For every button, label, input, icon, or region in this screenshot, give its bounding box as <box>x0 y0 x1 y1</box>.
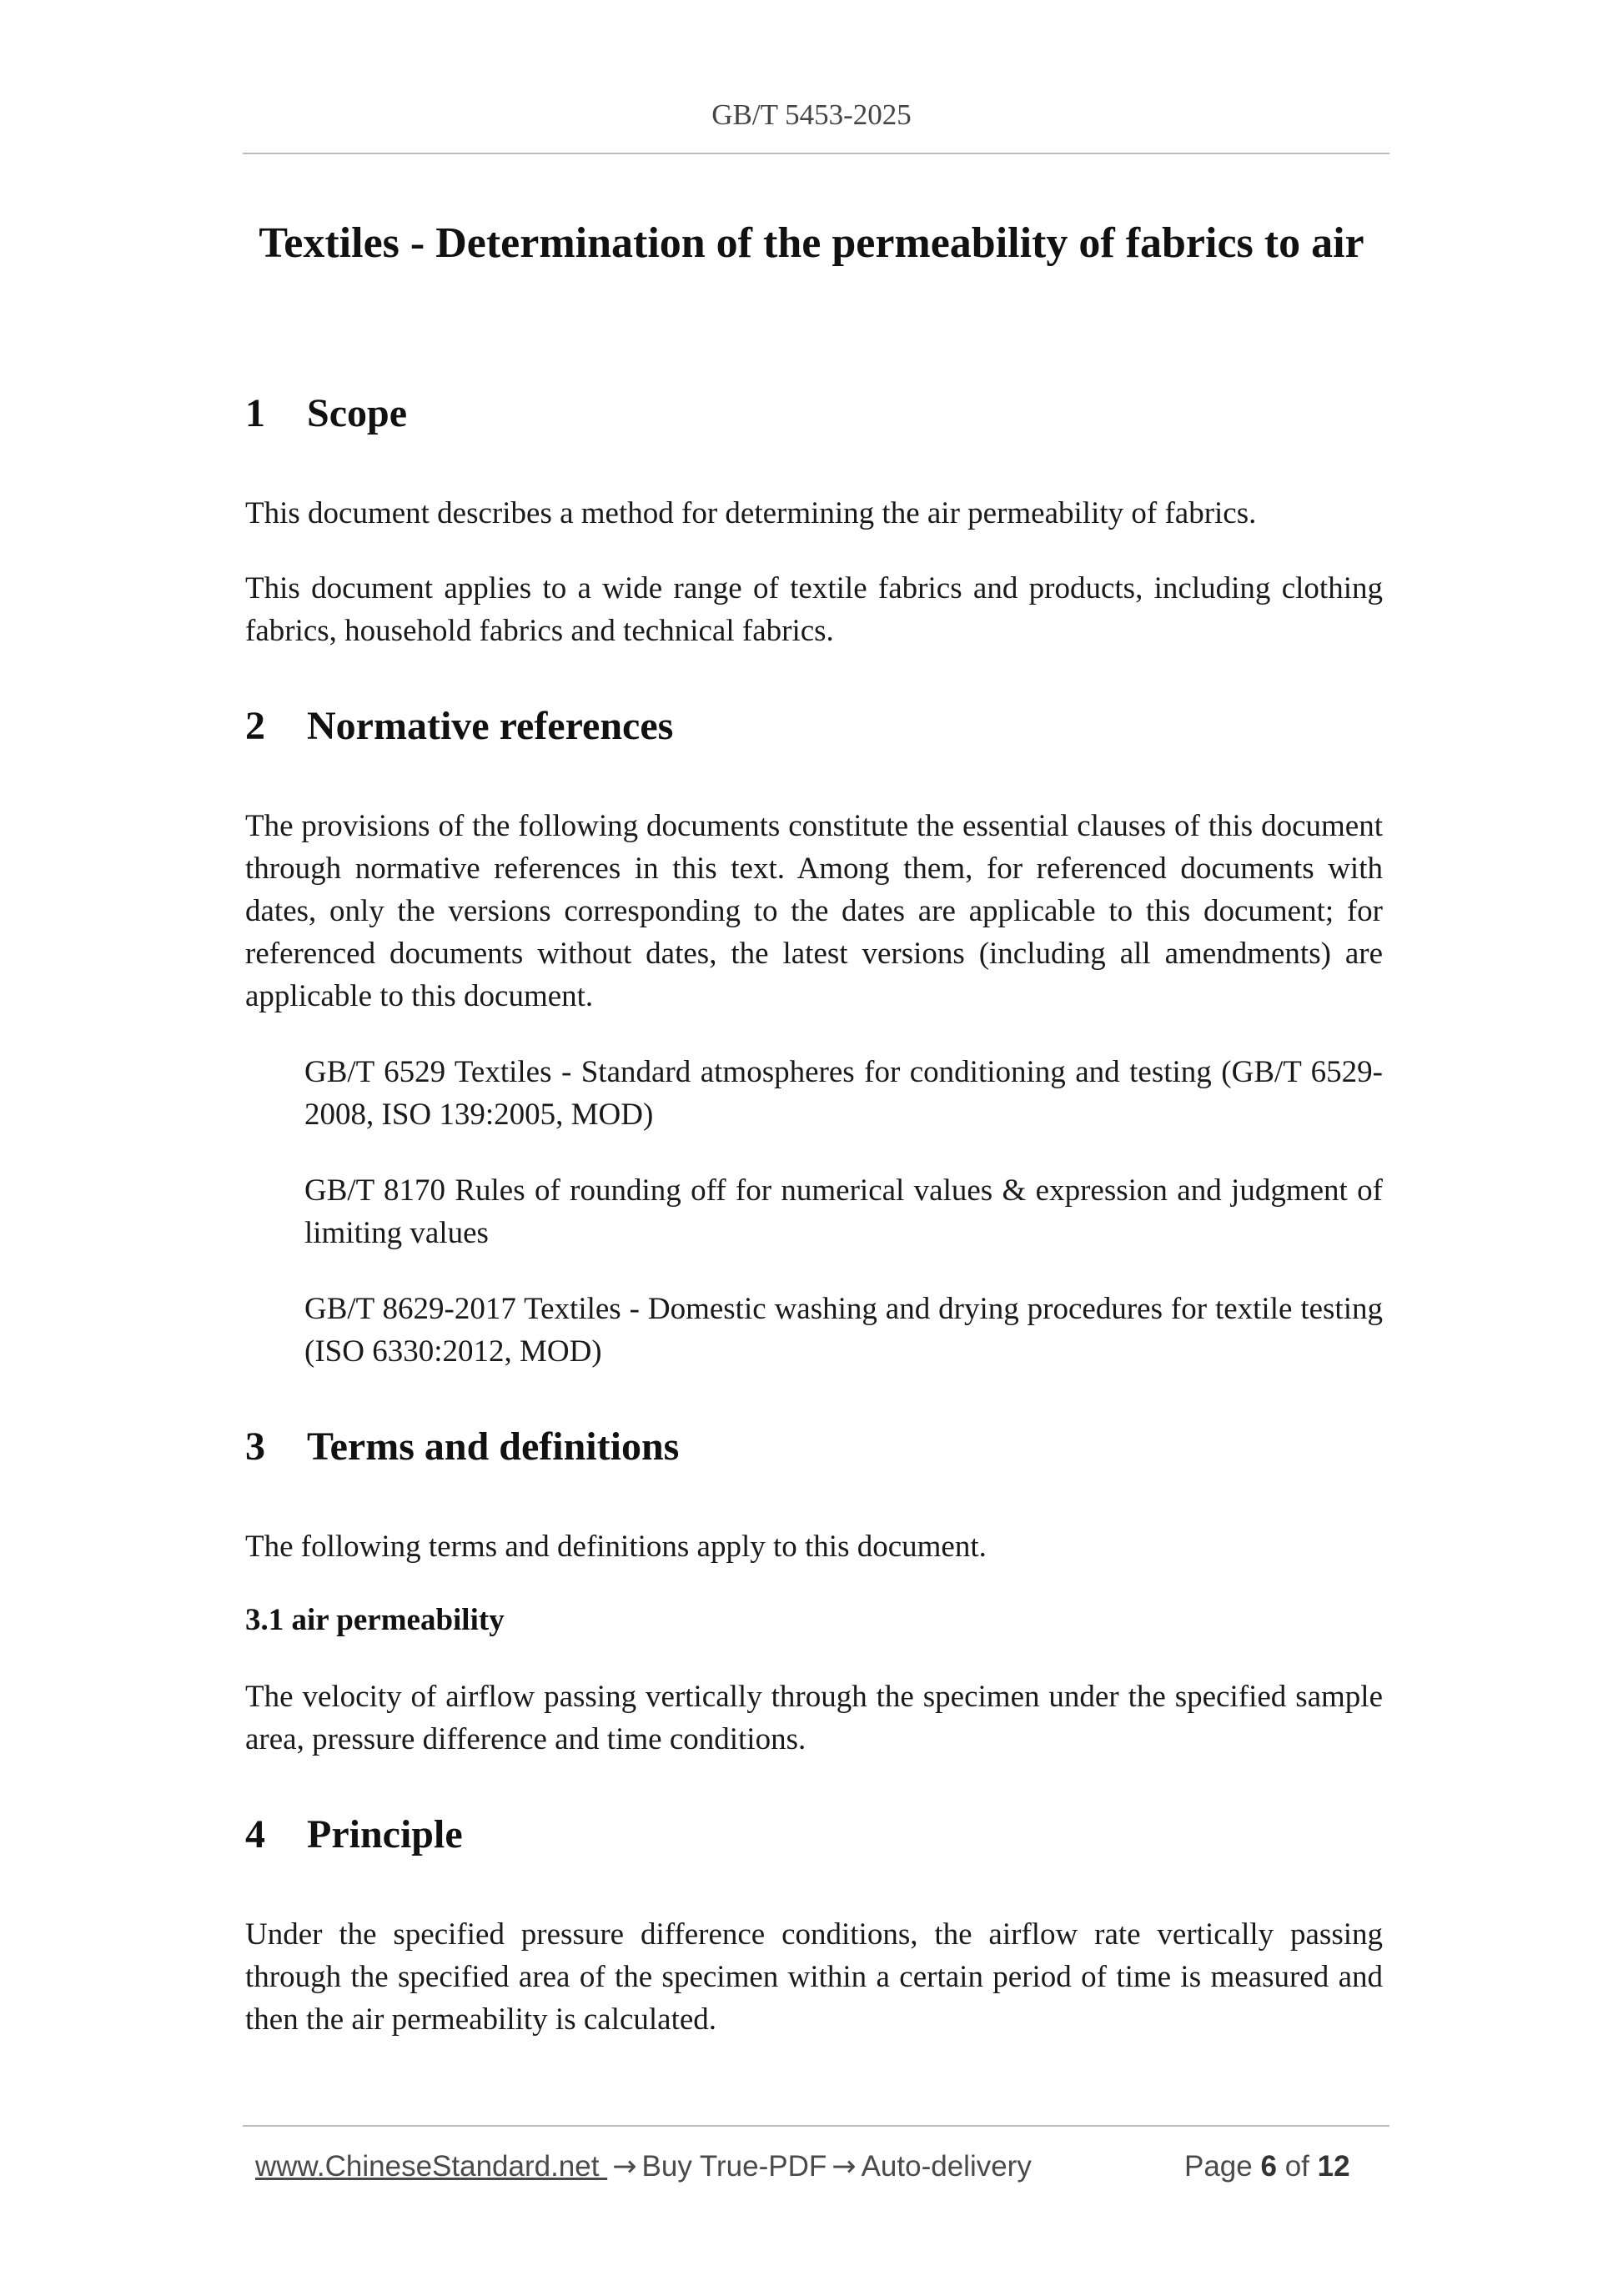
page-of-label: of <box>1284 2150 1309 2183</box>
section-title: Scope <box>307 391 407 435</box>
scope-paragraph-1: This document describes a method for determining the air permeability of fabrics. <box>245 496 1257 530</box>
document-title: Textiles - Determination of the permeability of fabrics to air <box>259 219 1364 267</box>
page-indicator <box>1184 2150 1350 2183</box>
page-current: 6 <box>1260 2150 1277 2183</box>
auto-delivery-text: Auto-delivery <box>861 2150 1032 2183</box>
normative-references-paragraph: The provisions of the following documents constitute the essential clauses of this document through normative references in this text. Among them, for referenced documents with dates, only the versions corresponding to the dates are applicable to this document; for referenced documents without dates, the latest versions (including all amendments) are applicable to this document. <box>245 809 1383 1013</box>
principle-paragraph: Under the specified pressure difference conditions, the airflow rate vertically passing through the specified area of the specimen within a certain period of time is measured and then the air permeability is calculated. <box>245 1917 1383 2037</box>
header-document-code: GB/T 5453-2025 <box>711 98 912 131</box>
section-title: Normative references <box>307 704 674 748</box>
section-3-heading <box>245 1424 679 1470</box>
footer-links <box>255 2150 1032 2183</box>
footer-divider <box>243 2125 1389 2127</box>
scope-paragraph-2: This document applies to a wide range of textile fabrics and products, including clothing fabrics, household fabrics and technical fabrics. <box>245 571 1383 648</box>
section-1-heading <box>245 390 407 436</box>
website-link[interactable]: www.ChineseStandard.net <box>255 2150 608 2183</box>
section-4-heading <box>245 1811 463 1857</box>
header-divider <box>243 153 1389 154</box>
buy-true-pdf-text: Buy True-PDF <box>641 2150 827 2183</box>
reference-item: GB/T 8629-2017 Textiles - Domestic washing and drying procedures for textile testing (ISO 6330:2012, MOD) <box>304 1292 1383 1369</box>
section-number: 2 <box>245 704 265 748</box>
terms-intro-paragraph: The following terms and definitions apply to this document. <box>245 1530 987 1564</box>
section-2-heading <box>245 703 673 749</box>
section-number: 3 <box>245 1424 265 1469</box>
term-definition: The velocity of airflow passing vertically through the specimen under the specified sample area, pressure difference and time conditions. <box>245 1680 1383 1756</box>
section-number: 4 <box>245 1812 265 1856</box>
reference-item: GB/T 8170 Rules of rounding off for numerical values & expression and judgment of limiting values <box>304 1173 1383 1250</box>
term-heading: 3.1 air permeability <box>245 1603 505 1637</box>
section-title: Principle <box>307 1812 463 1856</box>
page-total: 12 <box>1317 2150 1350 2183</box>
arrow-right-icon: → <box>832 2150 857 2183</box>
page-label: Page <box>1184 2150 1253 2183</box>
reference-item: GB/T 6529 Textiles - Standard atmospheres for conditioning and testing (GB/T 6529-2008, ISO 139:2005, MOD) <box>304 1055 1383 1132</box>
arrow-right-icon: → <box>612 2150 637 2183</box>
section-title: Terms and definitions <box>307 1424 680 1469</box>
section-number: 1 <box>245 391 265 435</box>
